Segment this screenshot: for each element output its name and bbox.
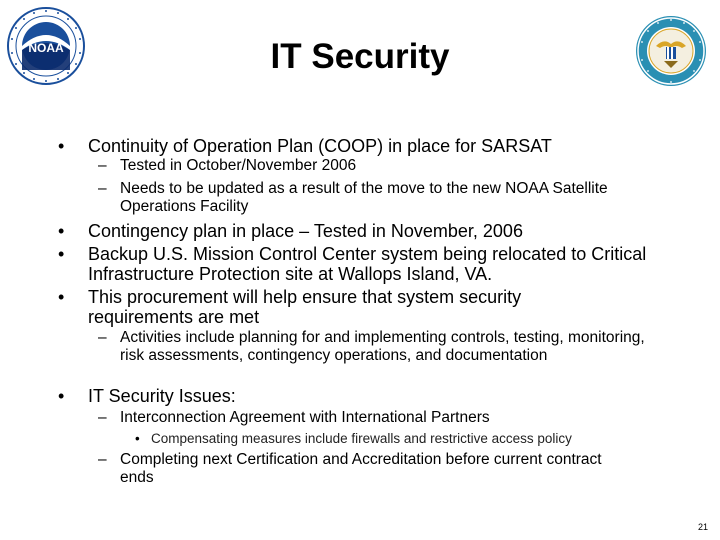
- bullet-marker: •: [58, 221, 65, 241]
- bullet-text: Contingency plan in place – Tested in November, 2006: [88, 221, 523, 241]
- subbullet-marker: –: [98, 409, 107, 426]
- subsubbullet-marker: •: [135, 431, 140, 446]
- subbullet-text: Tested in October/November 2006: [120, 157, 357, 174]
- bullet-marker: •: [58, 287, 65, 307]
- subbullet-text: Activities include planning for and implementing controls, testing, monitoring, risk assessments, contingency operations, and documentation: [120, 329, 645, 364]
- bullet-marker: •: [58, 244, 65, 264]
- bullet-text: Backup U.S. Mission Control Center system being relocated to Critical Infrastructure Protection site at Wallops Island, VA.: [88, 244, 647, 284]
- subsubbullet-text: Compensating measures include firewalls and restrictive access policy: [151, 431, 572, 446]
- bullet-text: IT Security Issues:: [88, 386, 236, 406]
- noaa-logo-text: NOAA: [28, 41, 64, 55]
- subbullet-text: Interconnection Agreement with International Partners: [120, 409, 490, 426]
- bullet-marker: •: [58, 386, 65, 406]
- subbullet-text: Needs to be updated as a result of the move to the new NOAA Satellite Operations Facility: [120, 180, 608, 215]
- subbullet-marker: –: [98, 329, 107, 346]
- subbullet-text: Completing next Certification and Accreditation before current contract ends: [120, 451, 602, 486]
- subbullet-marker: –: [98, 180, 107, 197]
- subbullet-marker: –: [98, 451, 107, 468]
- bullet-marker: •: [58, 136, 65, 156]
- slide-title: IT Security: [270, 37, 450, 76]
- bullet-text: Continuity of Operation Plan (COOP) in place for SARSAT: [88, 136, 552, 156]
- bullet-text: This procurement will help ensure that system security requirements are met: [88, 287, 522, 327]
- subbullet-marker: –: [98, 157, 107, 174]
- page-number: 21: [697, 522, 708, 532]
